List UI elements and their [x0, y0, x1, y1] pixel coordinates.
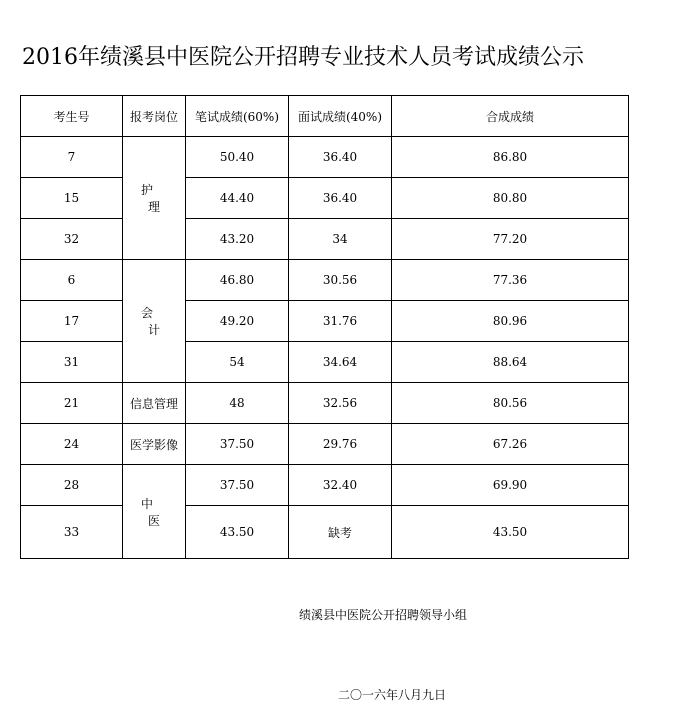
cell-exam-id: 28 [21, 465, 123, 506]
table-row [21, 465, 629, 506]
header-position: 报考岗位 [123, 96, 186, 137]
cell-exam-id: 7 [21, 137, 123, 178]
cell-written-score: 37.50 [186, 424, 289, 465]
score-table [20, 95, 629, 559]
position-label: 护 理 [140, 183, 174, 214]
cell-interview-score: 30.56 [289, 260, 392, 301]
cell-total-score: 69.90 [392, 465, 629, 506]
table-row [21, 424, 629, 465]
cell-written-score: 50.40 [186, 137, 289, 178]
cell-written-score: 54 [186, 342, 289, 383]
cell-position [123, 260, 186, 383]
cell-written-score: 48 [186, 383, 289, 424]
table-row [21, 137, 629, 178]
table-row [21, 383, 629, 424]
cell-written-score: 46.80 [186, 260, 289, 301]
cell-interview-score: 32.40 [289, 465, 392, 506]
header-exam-id: 考生号 [21, 96, 123, 137]
header-written-score: 笔试成绩(60%) [186, 96, 289, 137]
table-row [21, 506, 629, 559]
cell-exam-id: 6 [21, 260, 123, 301]
cell-interview-score: 31.76 [289, 301, 392, 342]
organization-signature: 绩溪县中医院公开招聘领导小组 [299, 608, 468, 622]
cell-exam-id: 21 [21, 383, 123, 424]
cell-exam-id: 31 [21, 342, 123, 383]
cell-total-score: 77.20 [392, 219, 629, 260]
cell-position: 信息管理 [123, 383, 186, 424]
cell-interview-score: 29.76 [289, 424, 392, 465]
table-row [21, 178, 629, 219]
table-row [21, 342, 629, 383]
cell-exam-id: 32 [21, 219, 123, 260]
cell-position: 医学影像 [123, 424, 186, 465]
header-interview-score: 面试成绩(40%) [289, 96, 392, 137]
table-row [21, 219, 629, 260]
cell-total-score: 80.96 [392, 301, 629, 342]
cell-exam-id: 33 [21, 506, 123, 559]
cell-interview-score: 34.64 [289, 342, 392, 383]
cell-interview-score: 34 [289, 219, 392, 260]
cell-exam-id: 24 [21, 424, 123, 465]
cell-written-score: 49.20 [186, 301, 289, 342]
cell-position [123, 465, 186, 559]
position-label: 会 计 [140, 306, 174, 337]
cell-interview-score: 36.40 [289, 137, 392, 178]
announcement-date: 二〇一六年八月九日 [338, 688, 447, 702]
cell-written-score: 43.20 [186, 219, 289, 260]
cell-exam-id: 15 [21, 178, 123, 219]
cell-total-score: 43.50 [392, 506, 629, 559]
cell-exam-id: 17 [21, 301, 123, 342]
cell-total-score: 80.80 [392, 178, 629, 219]
cell-position [123, 137, 186, 260]
page-title: 2016年绩溪县中医院公开招聘专业技术人员考试成绩公示 [22, 45, 584, 70]
cell-written-score: 43.50 [186, 506, 289, 559]
cell-total-score: 88.64 [392, 342, 629, 383]
cell-total-score: 80.56 [392, 383, 629, 424]
table-header-row [21, 96, 629, 137]
cell-total-score: 86.80 [392, 137, 629, 178]
table-row [21, 301, 629, 342]
cell-interview-score: 缺考 [289, 506, 392, 559]
header-total-score: 合成成绩 [392, 96, 629, 137]
cell-total-score: 67.26 [392, 424, 629, 465]
table-row [21, 260, 629, 301]
position-label: 中 医 [140, 496, 174, 528]
cell-written-score: 37.50 [186, 465, 289, 506]
cell-interview-score: 36.40 [289, 178, 392, 219]
cell-total-score: 77.36 [392, 260, 629, 301]
cell-written-score: 44.40 [186, 178, 289, 219]
cell-interview-score: 32.56 [289, 383, 392, 424]
